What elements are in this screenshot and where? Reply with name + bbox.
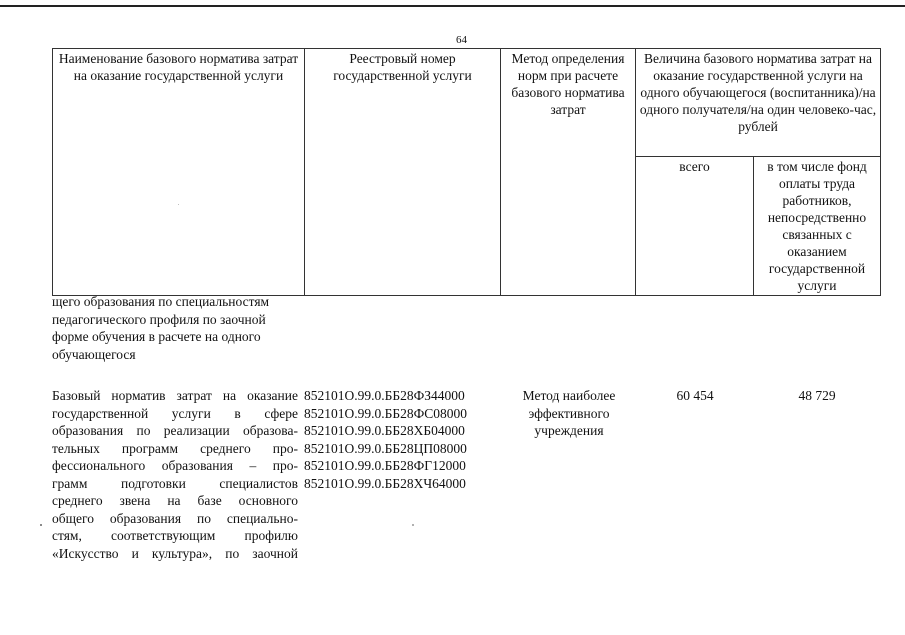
page-number: 64 [456, 34, 467, 46]
row-name-line: государственной услуги в сфере [52, 405, 298, 421]
continuation-line: педагогического профиля по заочной [52, 311, 266, 327]
header-table [52, 48, 881, 296]
row-name-line: общего образования по специально- [52, 510, 298, 526]
header-service-name: Наименование базового норматива затрат на оказание государственной услуги [53, 49, 305, 296]
row-name-line: «Искусство и культура», по заочной [52, 545, 298, 561]
header-total: всего [636, 157, 754, 296]
scan-speck [40, 524, 42, 526]
top-border-line [0, 5, 905, 7]
registry-number: 852101О.99.0.ББ28ХЧ64000 [304, 475, 466, 491]
header-norm-value: Величина базового норматива затрат на оказание государственной услуги на одного обучающегося (воспитанника)/на одного получателя/на один человеко-час, рублей [636, 49, 881, 157]
registry-number: 852101О.99.0.ББ28ФЗ44000 [304, 388, 465, 403]
registry-number: 852101О.99.0.ББ28ФГ12000 [304, 458, 466, 473]
registry-number: 852101О.99.0.ББ28ФС08000 [304, 405, 468, 421]
row-total: 60 454 [676, 388, 714, 403]
row-name-line: Базовый норматив затрат на оказание [52, 388, 298, 403]
row-payroll: 48 729 [798, 388, 836, 403]
continuation-line: форме обучения в расчете на одного [52, 329, 261, 344]
scan-speck [412, 524, 414, 526]
continuation-line: обучающегося [52, 346, 136, 362]
continuation-text [52, 293, 302, 363]
row-name-line: тельных программ среднего про- [52, 440, 298, 456]
header-method: Метод определения норм при расчете базового норматива затрат [501, 49, 636, 296]
header-payroll: в том числе фонд оплаты труда работников, непосредственно связанных с оказанием государственной услуги [754, 157, 881, 296]
row-service-name [52, 387, 298, 562]
row-name-line: стям, соответствующим профилю [52, 528, 298, 543]
row-name-line: образования по реализации образова- [52, 423, 298, 438]
continuation-line: щего образования по специальностям [52, 294, 270, 309]
header-registry-number: Реестровый номер государственной услуги [305, 49, 501, 296]
registry-number: 852101О.99.0.ББ28ХБ04000 [304, 423, 465, 438]
row-method: Метод наиболее эффективного учреждения [522, 388, 616, 438]
row-name-line: грамм подготовки специалистов [52, 475, 298, 491]
row-name-line: фессионального образования – про- [52, 458, 298, 473]
registry-number: 852101О.99.0.ББ28ЦП08000 [304, 440, 467, 456]
row-registry-numbers [304, 387, 500, 492]
scan-speck [178, 204, 179, 205]
row-name-line: среднего звена на базе основного [52, 493, 298, 508]
